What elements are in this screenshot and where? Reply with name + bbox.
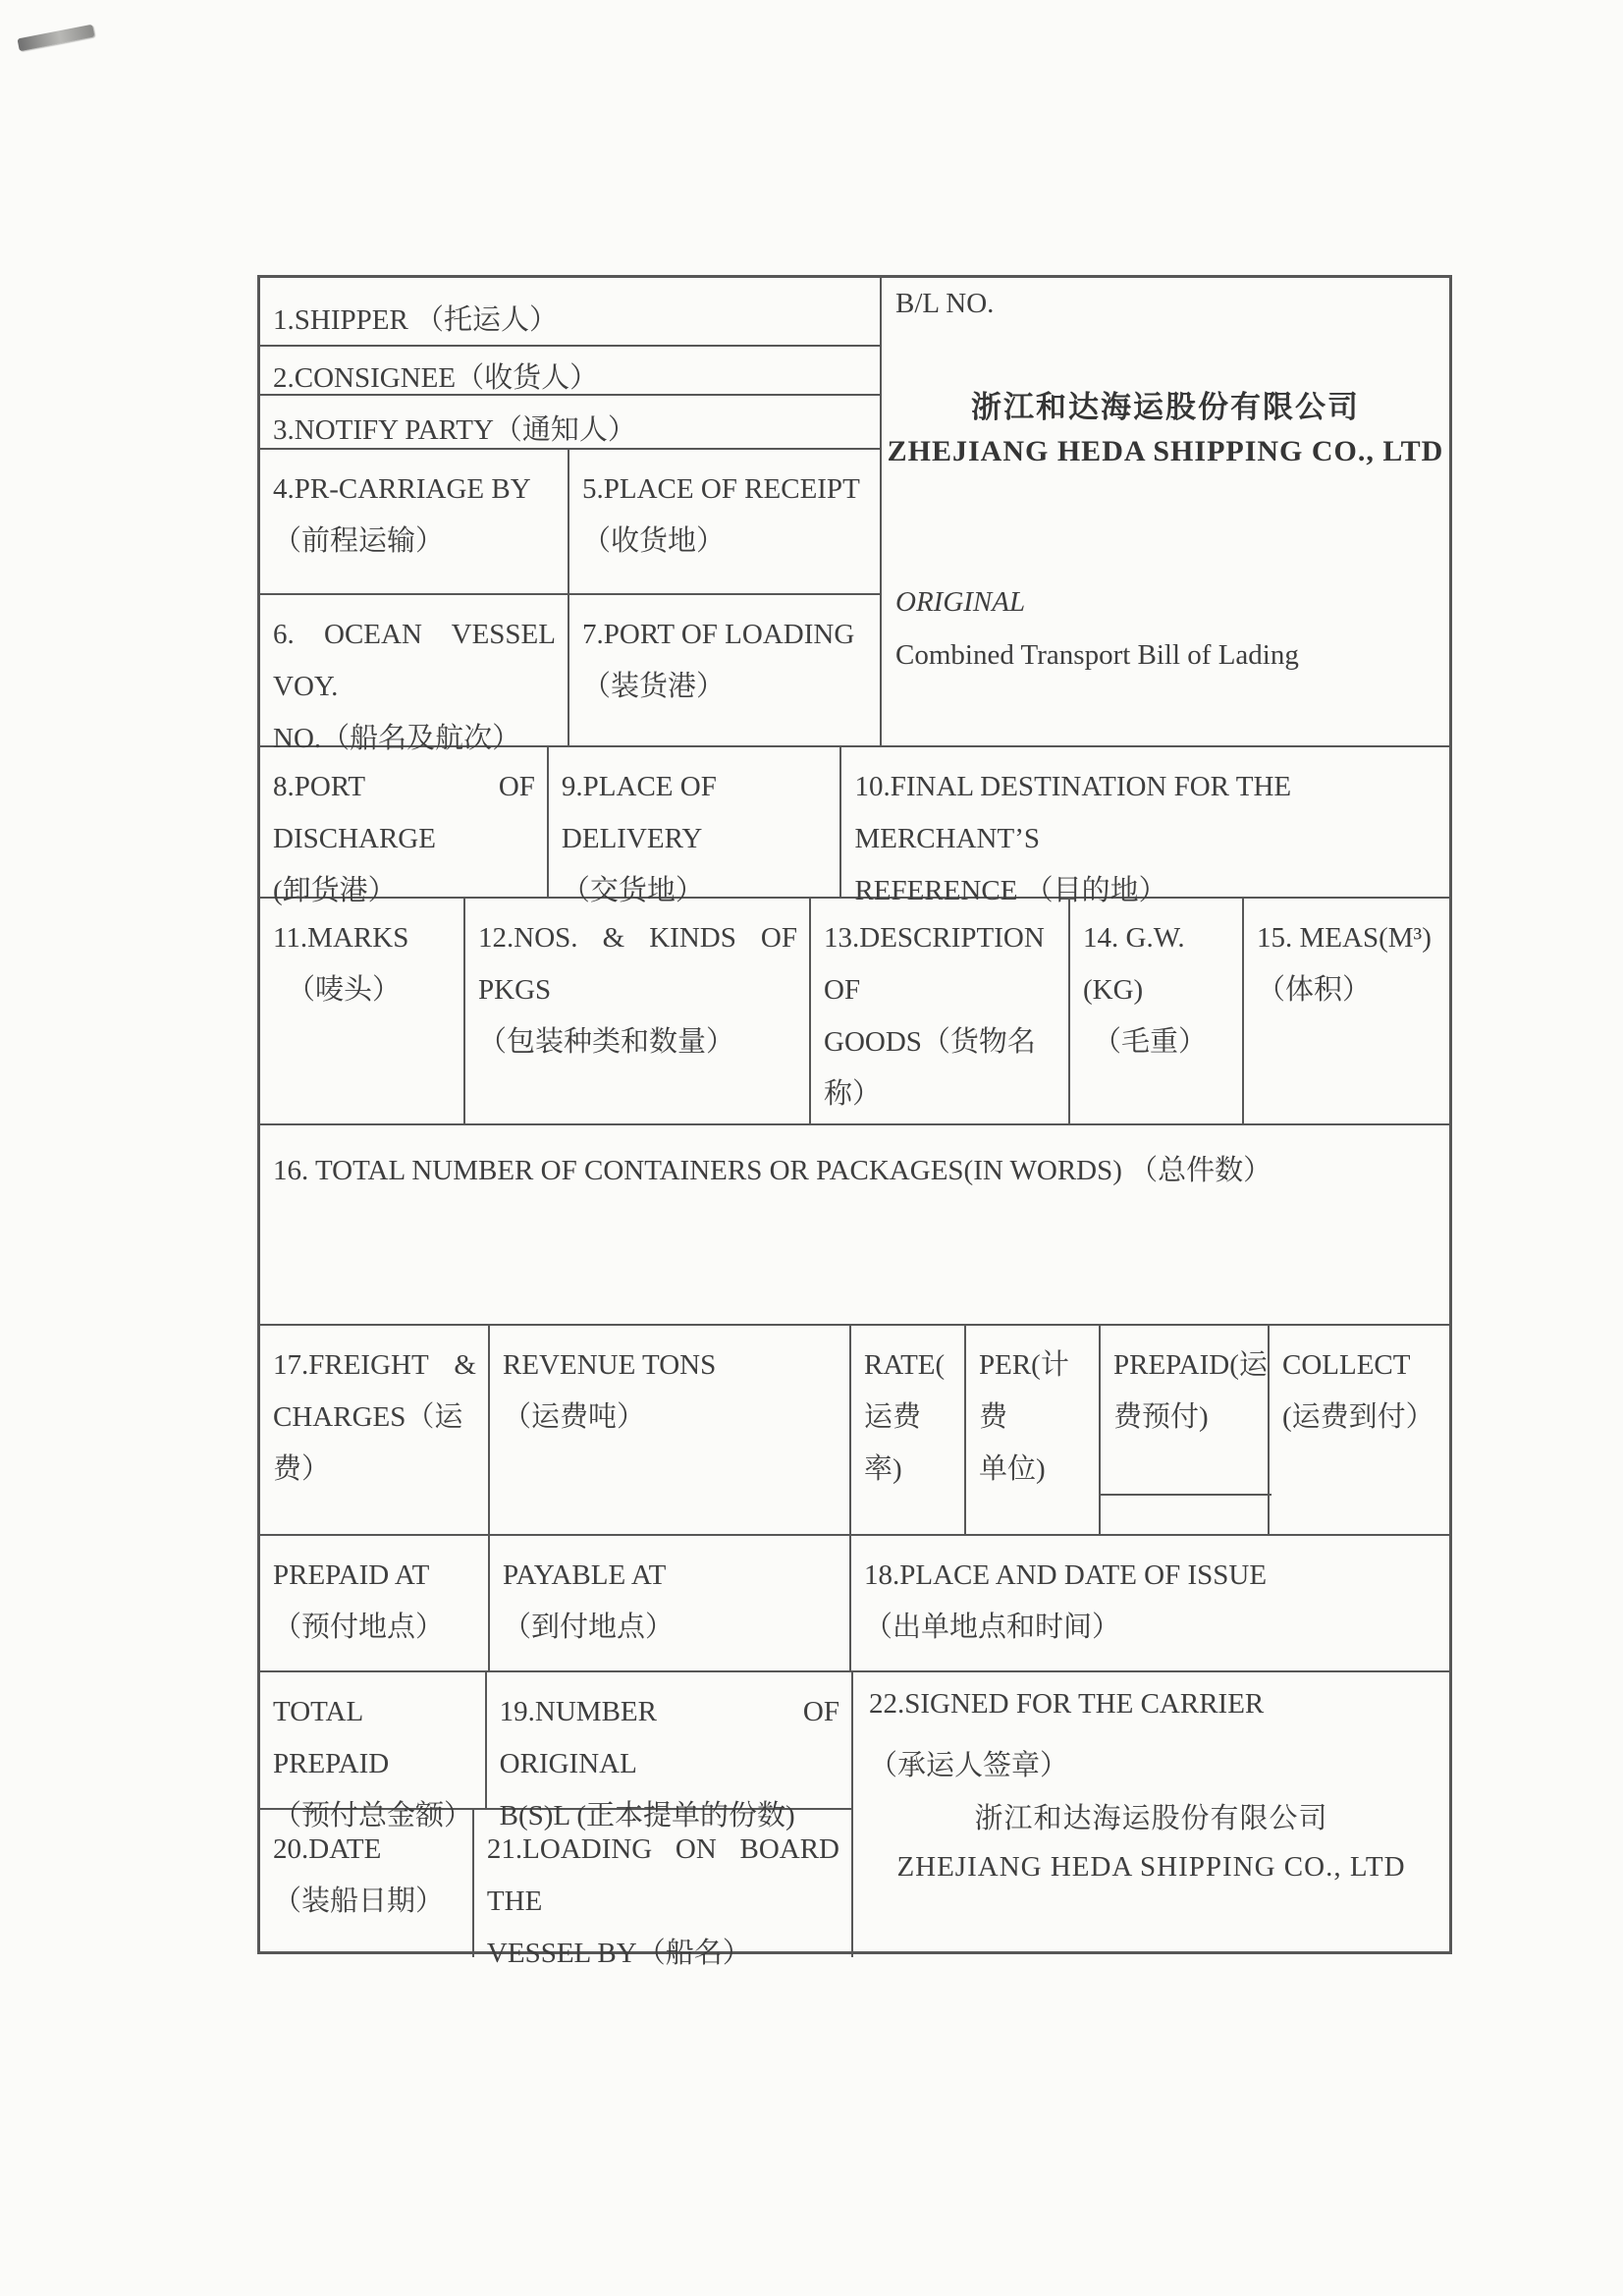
label-en: 11.MARKS <box>273 922 409 954</box>
label-en: 10.FINAL DESTINATION FOR THE MERCHANT’S <box>854 771 1292 854</box>
label-en: 15. MEAS(M³) <box>1257 922 1432 954</box>
bl-no-label: B/L NO. <box>895 288 995 319</box>
col-marks <box>260 899 465 1123</box>
label-cn: （运费吨） <box>503 1401 646 1433</box>
row-total-packages <box>260 1125 1449 1326</box>
label-en: 9.PLACE OF DELIVERY <box>561 771 717 854</box>
field-payable-at <box>490 1536 851 1670</box>
company-name-cn: 浙江和达海运股份有限公司 <box>971 390 1360 424</box>
label-en: 21.LOADING ON BOARD THE <box>486 1833 839 1917</box>
label-cn: 运费率) <box>864 1401 922 1485</box>
field-consignee <box>260 347 880 394</box>
row-shipper <box>260 278 882 347</box>
field-loading-on-board <box>474 1810 851 1969</box>
label-en: 20.DATE <box>273 1833 382 1865</box>
row-cargo-columns <box>260 899 1449 1125</box>
label-en: TOTAL PREPAID <box>273 1696 390 1779</box>
row-prepaid-payable-issue <box>260 1536 1449 1672</box>
doc-type-label: Combined Transport Bill of Lading <box>895 639 1299 671</box>
label-cn: （前程运输） <box>273 525 445 557</box>
field-date <box>260 1810 474 1957</box>
field-freight-charges <box>260 1326 490 1534</box>
label-en: 2.CONSIGNEE（收货人） <box>273 362 599 394</box>
label-en: 8.PORT OF DISCHARGE <box>273 771 535 854</box>
label-en: RATE( <box>864 1349 946 1381</box>
label-en: 16. TOTAL NUMBER OF CONTAINERS OR PACKAGES(IN WORDS) （总件数） <box>273 1155 1272 1186</box>
label-cn: （交货地） <box>561 875 704 906</box>
label-en: 12.NOS. & KINDS OF PKGS <box>478 922 797 1006</box>
label-en: PAYABLE AT <box>503 1559 667 1591</box>
label-en: PREPAID(运 <box>1113 1349 1268 1381</box>
label-cn: （预付地点） <box>273 1612 445 1643</box>
original-label: ORIGINAL <box>895 586 1026 618</box>
label-cn: （装货港） <box>582 671 726 702</box>
label-en: 7.PORT OF LOADING <box>582 619 855 650</box>
field-place-of-delivery <box>549 747 842 906</box>
label-en: 5.PLACE OF RECEIPT <box>582 473 860 505</box>
row-total-prepaid-originals <box>260 1672 853 1831</box>
label-cn: （包装种类和数量） <box>478 1026 735 1058</box>
carrier-company-en: ZHEJIANG HEDA SHIPPING CO., LTD <box>896 1851 1406 1883</box>
carrier-company-cn: 浙江和达海运股份有限公司 <box>974 1803 1328 1834</box>
label-en2: CHARGES（运 <box>273 1401 463 1433</box>
col-gross-weight <box>1070 899 1244 1123</box>
label-cn: （体积） <box>1257 974 1372 1006</box>
field-notify-party <box>260 396 880 448</box>
label-cn: 单位) <box>979 1453 1046 1485</box>
row-precarriage-receipt <box>260 450 882 595</box>
label-cn: （预付总金额） <box>273 1800 473 1831</box>
field-port-of-loading <box>569 595 880 745</box>
field-signed-for-carrier <box>853 1672 1449 1957</box>
col-collect <box>1270 1326 1449 1534</box>
label-cn: NO.（船名及航次） <box>273 723 521 754</box>
field-port-of-discharge <box>260 747 549 906</box>
label-en: 6. OCEAN VESSEL VOY. <box>273 619 556 702</box>
label-en: 22.SIGNED FOR THE CARRIER <box>869 1688 1265 1720</box>
label-en: PREPAID AT <box>273 1559 430 1591</box>
field-prepaid-at <box>260 1536 490 1670</box>
header-bl-cell <box>882 278 1449 747</box>
field-place-of-receipt <box>569 450 880 593</box>
label-en: 4.PR-CARRIAGE BY <box>273 473 531 505</box>
label-cn: REFERENCE （目的地） <box>854 875 1167 906</box>
bill-of-lading-form <box>257 275 1452 1969</box>
label-cn: GOODS（货物名称） <box>824 1026 1036 1110</box>
label-cn: （出单地点和时间） <box>864 1612 1121 1643</box>
company-name-en: ZHEJIANG HEDA SHIPPING CO., LTD <box>887 435 1444 467</box>
field-pre-carriage <box>260 450 569 593</box>
row-discharge-delivery-destination <box>260 747 1449 906</box>
label-cn: （承运人签章） <box>869 1750 1069 1781</box>
label-cn: （毛重） <box>1093 1026 1208 1058</box>
label-cn: 费） <box>273 1453 331 1485</box>
label-en: COLLECT <box>1282 1349 1411 1381</box>
label-en: 19.NUMBER OF ORIGINAL <box>499 1696 839 1779</box>
row-consignee <box>260 347 882 396</box>
label-cn: （唛头） <box>287 974 402 1006</box>
label-cn: 费预付) <box>1113 1401 1209 1433</box>
label-en: 13.DESCRIPTION OF <box>824 922 1045 1006</box>
col-description-of-goods <box>811 899 1070 1123</box>
label-cn: （到付地点） <box>503 1612 675 1643</box>
col-measurement <box>1244 899 1449 1123</box>
field-place-date-of-issue <box>851 1536 1449 1670</box>
field-final-destination <box>841 747 1449 906</box>
label-en: REVENUE TONS <box>503 1349 717 1381</box>
field-shipper <box>260 278 880 345</box>
label-cn: (运费到付） <box>1282 1401 1434 1433</box>
label-en: 18.PLACE AND DATE OF ISSUE <box>864 1559 1268 1591</box>
col-revenue-tons <box>490 1326 851 1534</box>
row-notify-party <box>260 396 882 450</box>
field-total-packages <box>260 1125 1449 1324</box>
label-en: 14. G.W.(KG) <box>1083 922 1185 1006</box>
row-freight-charges <box>260 1326 1449 1536</box>
label-en: 1.SHIPPER （托运人） <box>273 304 559 336</box>
field-number-of-original-bsl <box>487 1672 851 1831</box>
col-rate <box>851 1326 966 1534</box>
row-date-loading <box>260 1810 853 1969</box>
label-en: 3.NOTIFY PARTY（通知人） <box>273 414 636 446</box>
col-per <box>966 1326 1101 1534</box>
label-cn: （装船日期） <box>273 1886 445 1917</box>
label-cn: B(S)L (正本提单的份数) <box>499 1800 795 1831</box>
field-total-prepaid <box>260 1672 487 1831</box>
label-cn: VESSEL BY（船名） <box>486 1938 751 1969</box>
col-nos-kinds-of-pkgs <box>465 899 811 1123</box>
label-cn: （收货地） <box>582 525 726 557</box>
prepaid-cell-bottom-rule <box>1101 1494 1271 1496</box>
label-en: PER(计费 <box>979 1349 1069 1433</box>
field-ocean-vessel <box>260 595 569 754</box>
row-vessel-loading <box>260 595 882 754</box>
staple-mark <box>17 25 94 52</box>
col-prepaid <box>1101 1326 1270 1534</box>
label-cn: (卸货港） <box>273 875 397 906</box>
label-en: 17.FREIGHT & <box>273 1349 476 1381</box>
